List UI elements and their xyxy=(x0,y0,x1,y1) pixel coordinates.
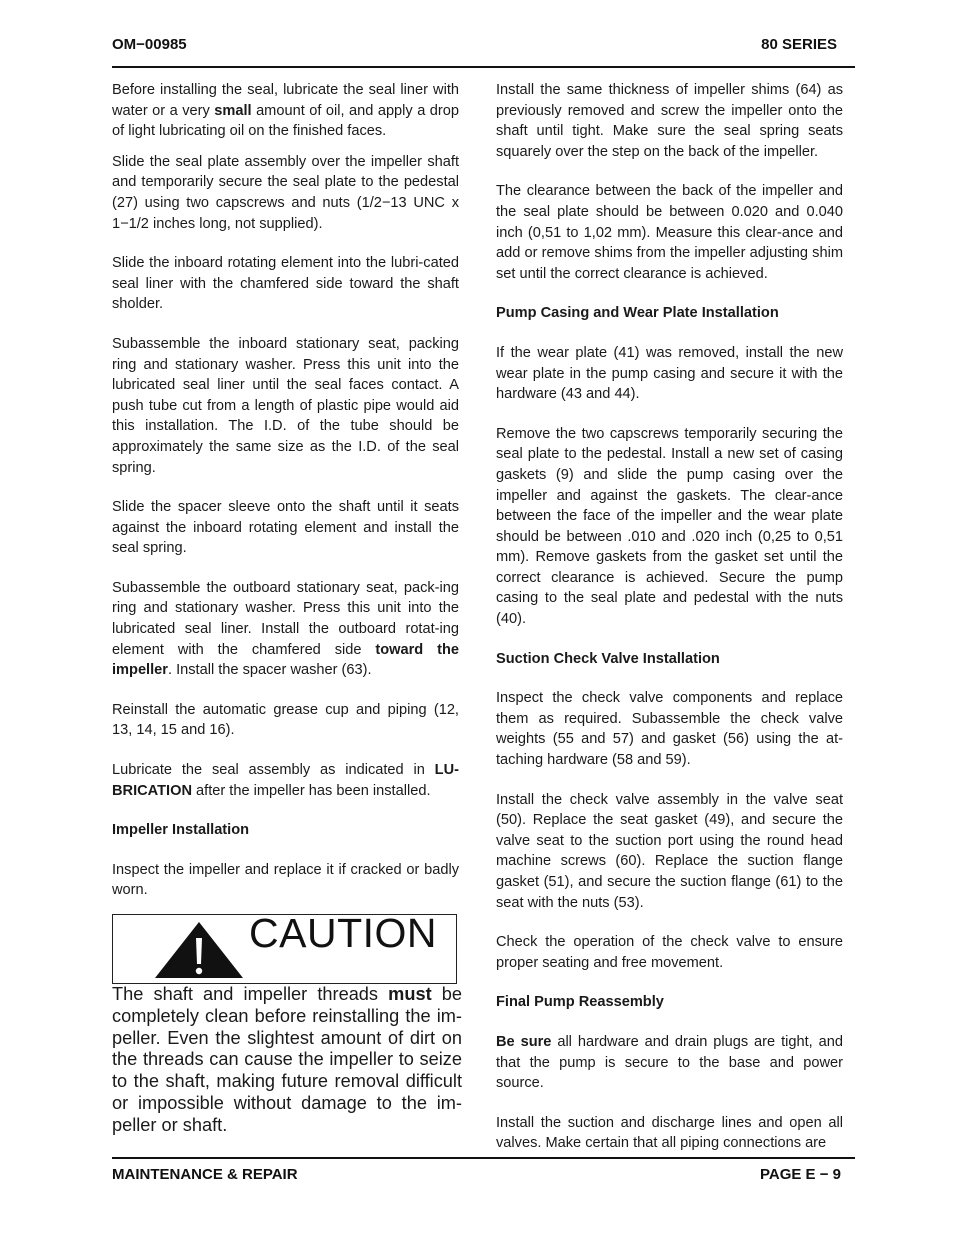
series-title: 80 SERIES xyxy=(761,36,837,53)
heading-check-valve: Suction Check Valve Installation xyxy=(496,650,720,667)
caution-banner xyxy=(112,910,457,984)
warning-triangle-icon xyxy=(153,920,245,980)
paragraph-inboard-rotating: Slide the inboard rotating element into the lubri-cated seal liner with the chamfered side toward the shaft sholder. xyxy=(112,255,459,313)
paragraph-impeller-shims: Install the same thickness of impeller shims (64) as previously removed and screw the impeller onto the shaft until tight. Make sure the seal spring seats squarely over the step on the back of the impeller. xyxy=(496,82,843,160)
paragraph-outboard-stationary: Subassemble the outboard stationary seat, pack-ing ring and stationary washer. Press this unit into the lubricated seal liner. Install the outboard rotat-ing element with the chamfered side toward the impeller. Install the spacer washer (63). xyxy=(112,579,459,679)
caution-label: CAUTION xyxy=(249,910,437,956)
paragraph-lubricate-assembly: Lubricate the seal assembly as indicated in LU-BRICATION after the impeller has been installed. xyxy=(112,762,459,799)
paragraph-check-valve-operation: Check the operation of the check valve to ensure proper seating and free movement. xyxy=(496,934,843,971)
paragraph-inboard-stationary: Subassemble the inboard stationary seat, packing ring and stationary washer. Press this unit into the lubricated seal liner until the seal faces contact. A push tube cut from a length of plastic pipe would aid this installation. The I.D. of the tube should be approximately the same size as the I.D. of the seal spring. xyxy=(112,335,459,476)
paragraph-check-valve-components: Inspect the check valve components and replace them as required. Subassemble the check valve weights (55 and 57) and gasket (56) using the at-taching hardware (58 and 59). xyxy=(496,690,843,769)
heading-final-reassembly: Final Pump Reassembly xyxy=(496,994,664,1011)
document-number: OM−00985 xyxy=(112,36,187,53)
section-title: MAINTENANCE & REPAIR xyxy=(112,1166,298,1183)
paragraph-be-sure: Be sure all hardware and drain plugs are tight, and that the pump is secure to the base and power source. xyxy=(496,1033,843,1092)
paragraph-casing-gaskets: Remove the two capscrews temporarily securing the seal plate to the pedestal. Install a new set of casing gaskets (9) and slide the pump casing over the impeller and against the gaskets. The clear-ance between the face of the impeller and the wear plate should be between .010 and .020 inch (0,25 to 0,51 mm). Remove gaskets from the gasket set until the correct clearance is achieved. Secure the pump casing to the seal plate and pedestal with the nuts (40). xyxy=(496,425,843,628)
paragraph-install-lines: Install the suction and discharge lines and open all valves. Make certain that all piping connections are xyxy=(496,1114,843,1152)
right-column xyxy=(496,80,843,1154)
heading-impeller-installation: Impeller Installation xyxy=(112,822,250,839)
left-column xyxy=(112,80,462,1137)
paragraph-seal-plate: Slide the seal plate assembly over the impeller shaft and temporarily secure the seal plate to the pedestal (27) using two capscrews and nuts (1/2−13 UNC x 1−1/2 inches long, not supplied). xyxy=(112,153,459,232)
caution-message: The shaft and impeller threads must be completely clean before reinstalling the im-peller. Even the slightest amount of dirt on the threads can cause the impeller to seize to the shaft, making future removal difficult or impossible without damage to the im-peller or shaft. xyxy=(112,984,462,1135)
page-number: PAGE E − 9 xyxy=(759,1166,841,1183)
heading-pump-casing: Pump Casing and Wear Plate Installation xyxy=(496,305,779,322)
paragraph-wear-plate: If the wear plate (41) was removed, install the new wear plate in the pump casing and secure it with the hardware (43 and 44). xyxy=(496,344,843,403)
footer-rule xyxy=(112,1157,855,1159)
paragraph-grease-cup: Reinstall the automatic grease cup and piping (12, 13, 14, 15 and 16). xyxy=(112,701,459,739)
paragraph-lubricate-liner: Before installing the seal, lubricate the seal liner with water or a very small amount of oil, and apply a drop of light lubricating oil on the finished faces. xyxy=(112,82,459,140)
paragraph-check-valve-assembly: Install the check valve assembly in the valve seat (50). Replace the seat gasket (49), and secure the valve seat to the suction port using the round head machine screws (60). Replace the suction flange gasket (51), and secure the suction flange (61) to the seat with the nuts (53). xyxy=(496,791,843,911)
paragraph-spacer-sleeve: Slide the spacer sleeve onto the shaft until it seats against the inboard rotating element and install the seal spring. xyxy=(112,499,459,557)
paragraph-inspect-impeller: Inspect the impeller and replace it if cracked or badly worn. xyxy=(112,861,459,899)
paragraph-impeller-clearance: The clearance between the back of the impeller and the seal plate should be between 0.020 and 0.040 inch (0,51 to 1,02 mm). Measure this clear-ance and add or remove shims from the impeller adjusting shim set until the correct clearance is achieved. xyxy=(496,183,843,282)
header-rule xyxy=(112,66,855,68)
